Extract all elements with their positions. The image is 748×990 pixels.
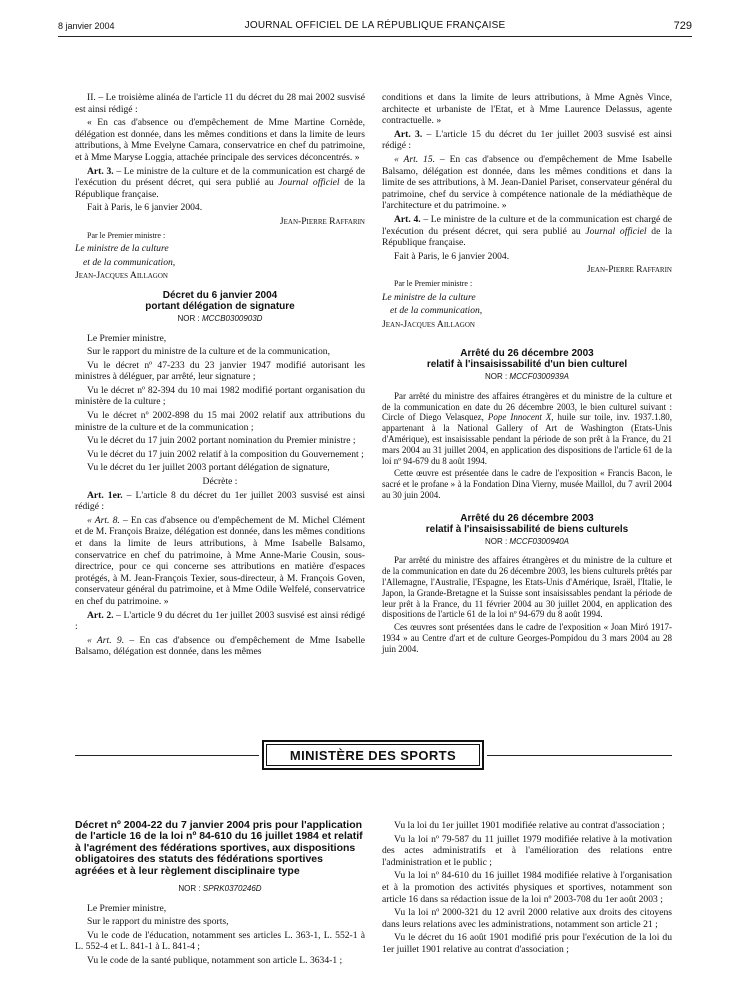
minister-title-2: et de la communication, <box>83 256 176 268</box>
visa: Vu la loi nº 79-587 du 11 juillet 1979 modifiée relative à la motivation des actes administratifs et à l'amélioration des relations entre l'administration et le public ; <box>382 833 672 868</box>
arrete-1 <box>382 348 672 501</box>
decret-title: Décret du 6 janvier 2004 portant délégation de signature <box>145 289 295 312</box>
article-3: Art. 3. – Le ministre de la culture et de la communication est chargé de l'exécution du présent décret, qui sera publié au Journal officiel de la République française. <box>75 165 366 200</box>
article-1: Art. 1er. – L'article 8 du décret du 1er juillet 2003 susvisé est ainsi rédigé : <box>75 489 365 513</box>
visa: Vu le décret nº 2002-898 du 15 mai 2002 relatif aux attributions du ministre de la culture et de la communication ; <box>75 410 365 433</box>
visa: Vu la loi nº 84-610 du 16 juillet 1984 modifiée relative à l'organisation et à la promotion des activités physiques et sportives, notamment son article 16 dans sa rédaction issue de la loi nº 2003-708 du 1er août 2003 ; <box>382 870 672 905</box>
fait-a-paris: Fait à Paris, le 6 janvier 2004. <box>87 202 203 214</box>
arrete-2-title: Arrêté du 26 décembre 2003 relatif à l'insaisissabilité de biens culturels <box>425 512 629 535</box>
minister-title: Le ministre de la culture <box>382 291 476 303</box>
signature-name: Jean-Pierre Raffarin <box>279 215 365 227</box>
minister-name: Jean-Jacques Aillagon <box>75 270 168 282</box>
visa: Sur le rapport du ministre des sports, <box>87 916 229 928</box>
article-9: « Art. 9. – En cas d'absence ou d'empêchement de Mme Isabelle Balsamo, délégation est donnée, dans les mêmes <box>75 634 366 658</box>
banner-rule-right <box>487 755 672 756</box>
article-8: « Art. 8. – En cas d'absence ou d'empêchement de M. Michel Clément et de M. François Braize, délégation est donnée, dans les mêmes conditions et dans la limite de leurs attributions, à Mme Isabelle Balsamo, conservatrice en chef du patrimoine, à Mme Anne-Marie Cousin, sous-directrice, pour ce qui concerne ses attributions en matière d'espaces protégés, à M. Jean-François Texier, sous-directeur, à M. François Goven, conservateur général du patrimoine, et à Mme Odile Welfelé, conservatrice en chef du patrimoine. » <box>75 514 365 607</box>
visa: Vu le décret du 17 juin 2002 relatif à la composition du Gouvernement ; <box>87 448 364 460</box>
visa: Vu le code de la santé publique, notamment son article L. 3634-1 ; <box>87 955 343 966</box>
paragraph: Cette œuvre est présentée dans le cadre de l'exposition « Francis Bacon, le sacré et le profane » à la Fondation Dina Vierny, musée Maillol, du 7 avril 2004 au 30 juin 2004. <box>382 468 672 501</box>
signature-name: Jean-Pierre Raffarin <box>586 264 672 276</box>
paragraph: « En cas d'absence ou d'empêchement de Mme Martine Cornède, délégation est donnée, dans les mêmes conditions et dans la limite de leurs attributions, à Mme Evelyne Camara, conservatrice en chef du patrimoine, et à Mme Maryse Loggia, attachée principale des services déconcentrés. » <box>75 117 365 163</box>
paragraph: Par arrêté du ministre des affaires étrangères et du ministre de la culture et de la communication en date du 26 décembre 2003, le bien culturel suivant : Circle of Diego Velasquez, Pope Innocent X, huile sur toile, inv. 1937.1.80, appartenant à la National Gallery of Art de Washington (Etats-Unis d'Amérique), est insaisissable pendant la période de son prêt à la France, du 21 mars 2004 au 31 juillet 2004, en application des dispositions de l'article 61 de la loi nº 94-679 du 8 août 1994. <box>382 390 672 466</box>
minister-name: Jean-Jacques Aillagon <box>382 318 475 330</box>
visa: Vu le code de l'éducation, notamment ses articles L. 363-1, L. 552-1 à L. 552-4 et L. 841-1 à L. 841-4 ; <box>75 929 365 953</box>
paragraph: Le Premier ministre, <box>87 332 167 344</box>
visa: Vu le décret nº 82-394 du 10 mai 1982 modifié portant organisation du ministère de la culture ; <box>75 384 365 408</box>
column-right-top <box>382 92 672 657</box>
column-right-bottom <box>382 820 672 958</box>
banner-rule-left <box>75 755 259 756</box>
ministry-banner <box>262 740 484 770</box>
par-le-premier-ministre: Par le Premier ministre : <box>87 230 166 240</box>
paragraph: conditions et dans la limite de leurs attributions, à Mme Agnès Vince, architecte et urbaniste de l'Etat, et à Mme Laurence Delassus, agente contractuelle. » <box>382 92 672 127</box>
nor-reference: NOR : MCCF0300940A <box>484 536 570 546</box>
page-header <box>58 18 692 34</box>
header-rule <box>58 36 692 37</box>
nor-reference: NOR : MCCF0300939A <box>484 372 570 382</box>
visa: Vu la loi du 1er juillet 1901 modifiée relative au contrat d'association ; <box>394 820 665 831</box>
visa: Sur le rapport du ministre de la culture et de la communication, <box>87 346 330 358</box>
article-2: Art. 2. – L'article 9 du décret du 1er juillet 2003 susvisé est ainsi rédigé : <box>75 609 365 633</box>
fait-a-paris: Fait à Paris, le 6 janvier 2004. <box>394 250 510 262</box>
paragraph: Le Premier ministre, <box>87 902 167 914</box>
paragraph: II. – Le troisième alinéa de l'article 11 du décret du 28 mai 2002 susvisé est ainsi rédigé : <box>75 92 365 115</box>
decret-title: Décret nº 2004-22 du 7 janvier 2004 pris pour l'application de l'article 16 de la loi nº 84-610 du 16 juillet 1984 et relatif à l'agrément des fédérations sportives, aux dispositions obligatoires des statuts des fédérations sportives agréées et à leur règlement disciplinaire type <box>75 819 363 877</box>
article-15: « Art. 15. – En cas d'absence ou d'empêchement de Mme Isabelle Balsamo, délégation est donnée, dans les mêmes conditions et dans la limite de ses attributions, à M. Jean-Daniel Pariset, conservateur général du patrimoine, chef du service à compétence nationale de la médiathèque de l'architecture et du patrimoine. » <box>382 153 673 212</box>
minister-title-2: et de la communication, <box>390 305 483 317</box>
visa: Vu le décret du 16 août 1901 modifié pris pour l'exécution de la loi du 1er juillet 1901 relative au contrat d'association ; <box>382 932 672 955</box>
arrete-1-title: Arrêté du 26 décembre 2003 relatif à l'insaisissabilité d'un bien culturel <box>426 348 628 371</box>
nor-reference: NOR : MCCB0300903D <box>177 313 263 323</box>
nor-reference: NOR : SPRK0370246D <box>178 884 262 894</box>
arrete-2 <box>382 513 672 655</box>
visa: Vu le décret nº 47-233 du 23 janvier 1947 modifié autorisant les ministres à déléguer, par arrêté, leur signature ; <box>75 359 365 383</box>
visa: Vu le décret du 1er juillet 2003 portant délégation de signature, <box>87 462 330 474</box>
paragraph: Par arrêté du ministre des affaires étrangères et du ministre de la culture et de la communication en date du 26 décembre 2003, les biens culturels prêtés par l'Allemagne, l'Australie, l'Espagne, les Etats-Unis d'Amérique, Israël, l'Italie, le Japon, la Grande-Bretagne et la Suisse sont insaisissables pendant la période de leur prêt à la France, du 11 février 2004 au 30 juillet 2004, en application des dispositions de l'article 61 de la loi nº 94-679 du 8 août 1994. <box>382 555 672 620</box>
decrete: Décrète : <box>202 476 238 488</box>
ministry-title: MINISTÈRE DES SPORTS <box>266 744 480 766</box>
article-4: Art. 4. – Le ministre de la culture et de la communication est chargé de l'exécution du présent décret, qui sera publié au Journal officiel de la République française. <box>382 213 673 249</box>
visa: Vu le décret du 17 juin 2002 portant nomination du Premier ministre ; <box>87 435 356 447</box>
par-le-premier-ministre: Par le Premier ministre : <box>394 278 473 288</box>
minister-title: Le ministre de la culture <box>75 243 169 255</box>
header-date: 8 janvier 2004 <box>58 21 115 31</box>
visa: Vu la loi nº 2000-321 du 12 avril 2000 relative aux droits des citoyens dans leurs relations avec les administrations, notamment son article 21 ; <box>382 907 672 930</box>
paragraph: Ces œuvres sont présentées dans le cadre de l'exposition « Joan Miró 1917-1934 » au Centre d'art et de culture Georges-Pompidou du 3 mars 2004 au 28 juin 2004. <box>382 622 672 654</box>
column-left-bottom <box>75 820 365 969</box>
article-3: Art. 3. – L'article 15 du décret du 1er juillet 2003 susvisé est ainsi rédigé : <box>382 128 672 152</box>
header-page-number: 729 <box>673 20 692 32</box>
column-left-top <box>75 92 365 660</box>
header-journal-title: JOURNAL OFFICIEL DE LA RÉPUBLIQUE FRANÇAISE <box>244 20 506 31</box>
